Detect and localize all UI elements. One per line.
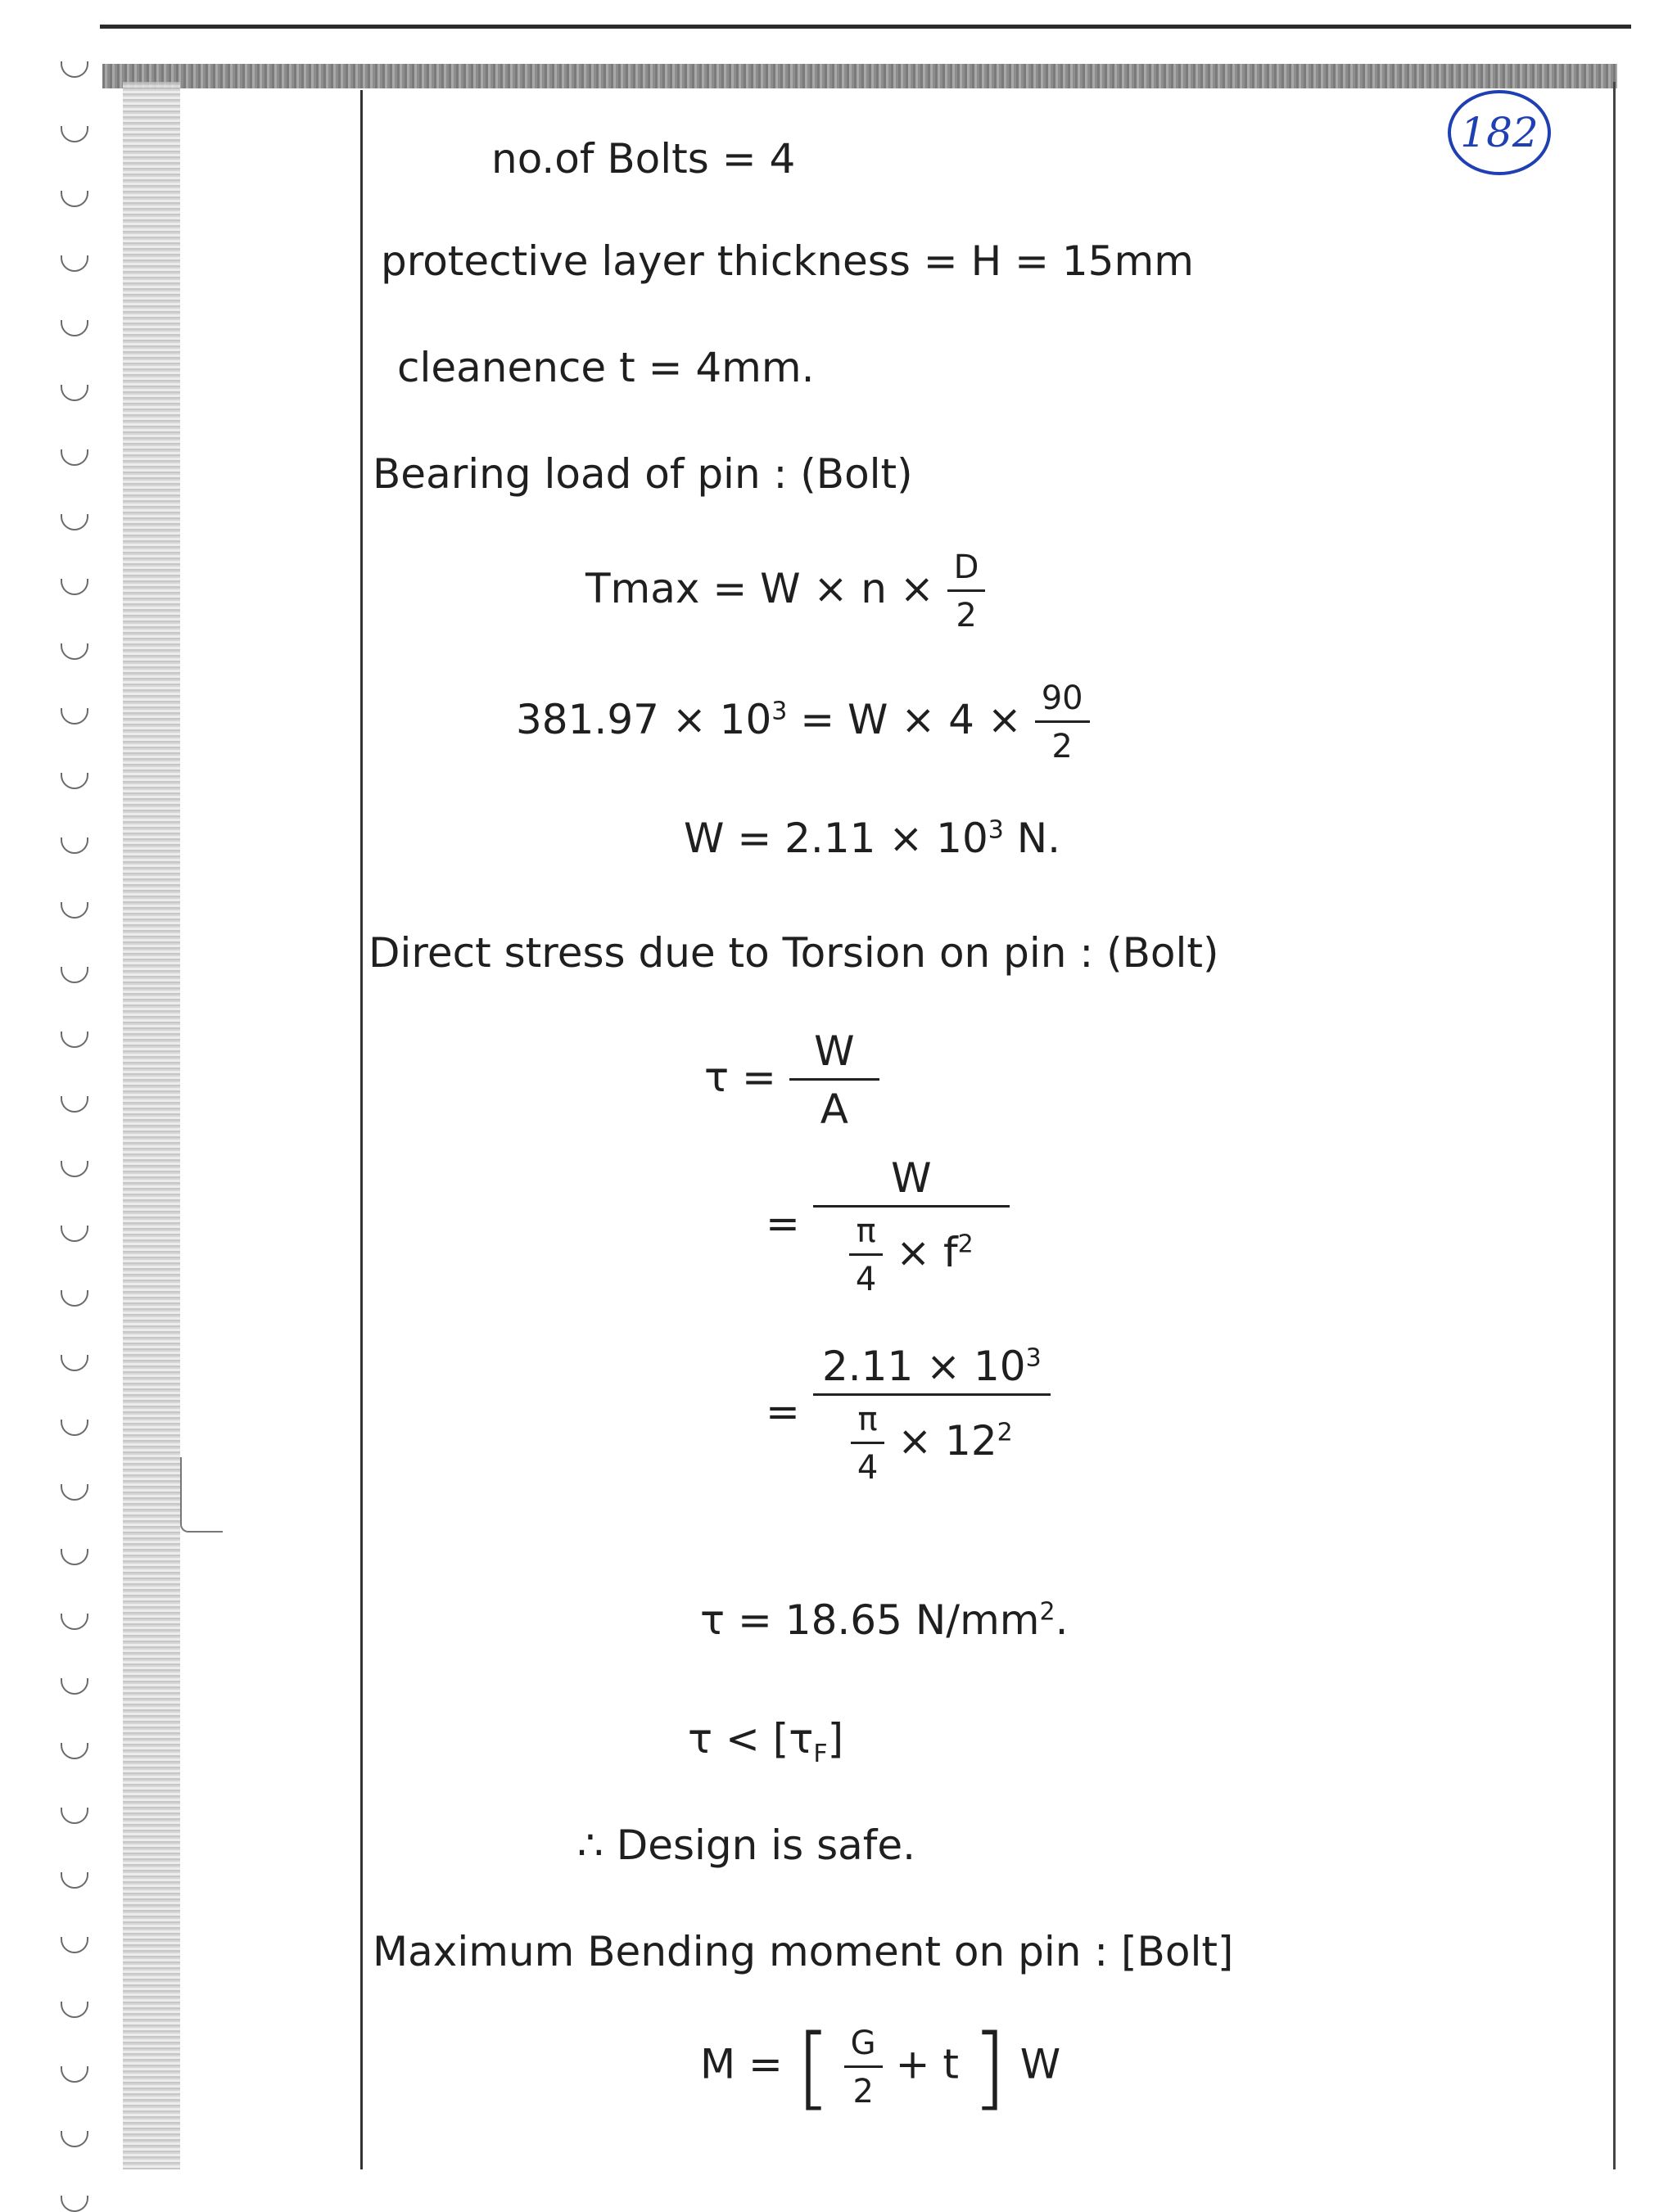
punch-hole [61,449,88,466]
punch-hole [61,2002,88,2018]
punch-hole [61,1872,88,1889]
punch-hole [61,514,88,530]
scan-artifact-band [102,64,1617,88]
tmax-lhs: Tmax = W × n × [585,565,934,612]
torque-fraction [1035,679,1090,765]
tau-numeric-num [813,1343,1051,1393]
bending-moment-heading: Maximum Bending moment on pin : [Bolt] [373,1928,1234,1975]
tau-result-exponent: 2 [1039,1597,1055,1627]
bolts-count-line: no.of Bolts = 4 [491,135,796,183]
punch-hole [61,1420,88,1436]
tmax-fraction-num: D [953,548,979,586]
page-number: 182 [1460,109,1539,156]
load-value: 2.11 × 10 [821,1343,1026,1390]
tau-numeric-fraction [813,1343,1051,1487]
margin-line [360,90,363,2169]
tau-area-num: W [891,1154,932,1202]
punch-hole [61,61,88,78]
clearance-line: cleanence t = 4mm. [397,344,815,391]
tau-fraction-num: W [814,1027,855,1075]
torque-fraction-den: 2 [1035,720,1090,765]
punch-hole [61,1614,88,1630]
page-number-circle [1448,90,1551,175]
pi-symbol: π [856,1212,876,1250]
g-symbol: G [850,2024,876,2062]
punch-hole [61,1743,88,1759]
tau-result-period: . [1055,1596,1069,1644]
punch-hole [61,2066,88,2083]
two: 2 [844,2065,883,2110]
left-bracket: [ [795,2015,831,2119]
tau-area-fraction [813,1154,1010,1298]
punch-hole [61,1484,88,1501]
pi-over-four [849,1212,883,1298]
tmax-fraction-den: 2 [947,589,986,634]
punch-hole [61,1549,88,1565]
diameter-squared: × 12 [897,1417,997,1465]
tau-definition [704,1027,879,1133]
punch-hole [61,2131,88,2147]
f-squared: × f [896,1229,958,1276]
four: 4 [851,1442,884,1487]
punch-hole [61,708,88,725]
load-exponent: 3 [1025,1343,1042,1373]
tau-area-expansion [766,1154,1010,1298]
punch-hole [61,1226,88,1242]
punch-hole [61,579,88,595]
binding-edge [123,82,180,2169]
pi-symbol: π [857,1401,878,1438]
punch-hole [61,1678,88,1695]
punch-hole [61,967,88,983]
punch-hole [61,1808,88,1824]
tau-comparison-lhs: τ < [τ [688,1715,814,1763]
tmax-fraction [947,548,986,634]
equals-sign: = [766,1388,800,1436]
punch-hole [61,2196,88,2212]
w-result [684,815,1060,862]
diameter-exponent: 2 [997,1418,1013,1447]
tau-fraction-den: A [789,1078,879,1133]
punch-hole [61,1290,88,1307]
w-result-exponent: 3 [988,815,1004,845]
punch-holes [51,49,100,2145]
punch-hole [61,320,88,336]
punch-hole [61,643,88,660]
tau-comparison-bracket: ] [827,1715,844,1763]
bearing-load-heading: Bearing load of pin : (Bolt) [373,450,913,498]
torque-substitution [516,679,1090,765]
torque-exponent: 3 [771,697,788,726]
w-result-value: W = 2.11 × 10 [684,815,988,862]
moment-lhs: M = [700,2040,783,2088]
tau-result-value: τ = 18.65 N/mm [700,1596,1040,1644]
tmax-equation [585,548,985,634]
plus-t: + t [895,2040,959,2088]
right-bracket: ] [971,2015,1007,2119]
page-right-border [1613,82,1616,2169]
bending-moment-equation [700,2015,1061,2119]
punch-hole [61,191,88,207]
tau-numeric-den [813,1393,1051,1487]
punch-hole [61,902,88,919]
punch-hole [61,773,88,789]
design-safe-conclusion: ∴ Design is safe. [577,1822,916,1869]
tau-lhs: τ = [704,1054,776,1101]
torque-mid: = W × 4 × [800,696,1022,743]
punch-hole [61,1161,88,1177]
direct-stress-heading: Direct stress due to Torsion on pin : (Bolt) [368,929,1219,977]
punch-hole [61,837,88,854]
punch-hole [61,1355,88,1371]
margin-bracket-mark [180,1457,223,1533]
punch-hole [61,1032,88,1048]
tau-result [700,1596,1068,1644]
tau-comparison [688,1715,843,1768]
punch-hole [61,126,88,142]
four: 4 [849,1253,883,1298]
g-over-two [844,2025,883,2110]
top-rule [100,25,1631,29]
load-w: W [1019,2040,1061,2088]
tau-area-den [813,1205,1010,1298]
torque-value: 381.97 × 10 [516,696,772,743]
punch-hole [61,1096,88,1113]
f-exponent: 2 [957,1230,974,1259]
punch-hole [61,1937,88,1953]
torque-fraction-num: 90 [1041,679,1083,717]
tau-numeric-substitution [766,1343,1051,1487]
pi-over-four [851,1401,884,1487]
punch-hole [61,385,88,401]
punch-hole [61,255,88,272]
tau-fraction [789,1027,879,1133]
equals-sign: = [766,1199,800,1248]
layer-thickness-line: protective layer thickness = H = 15mm [381,237,1194,285]
w-result-unit: N. [1016,815,1061,862]
tau-subscript: F [813,1740,828,1768]
